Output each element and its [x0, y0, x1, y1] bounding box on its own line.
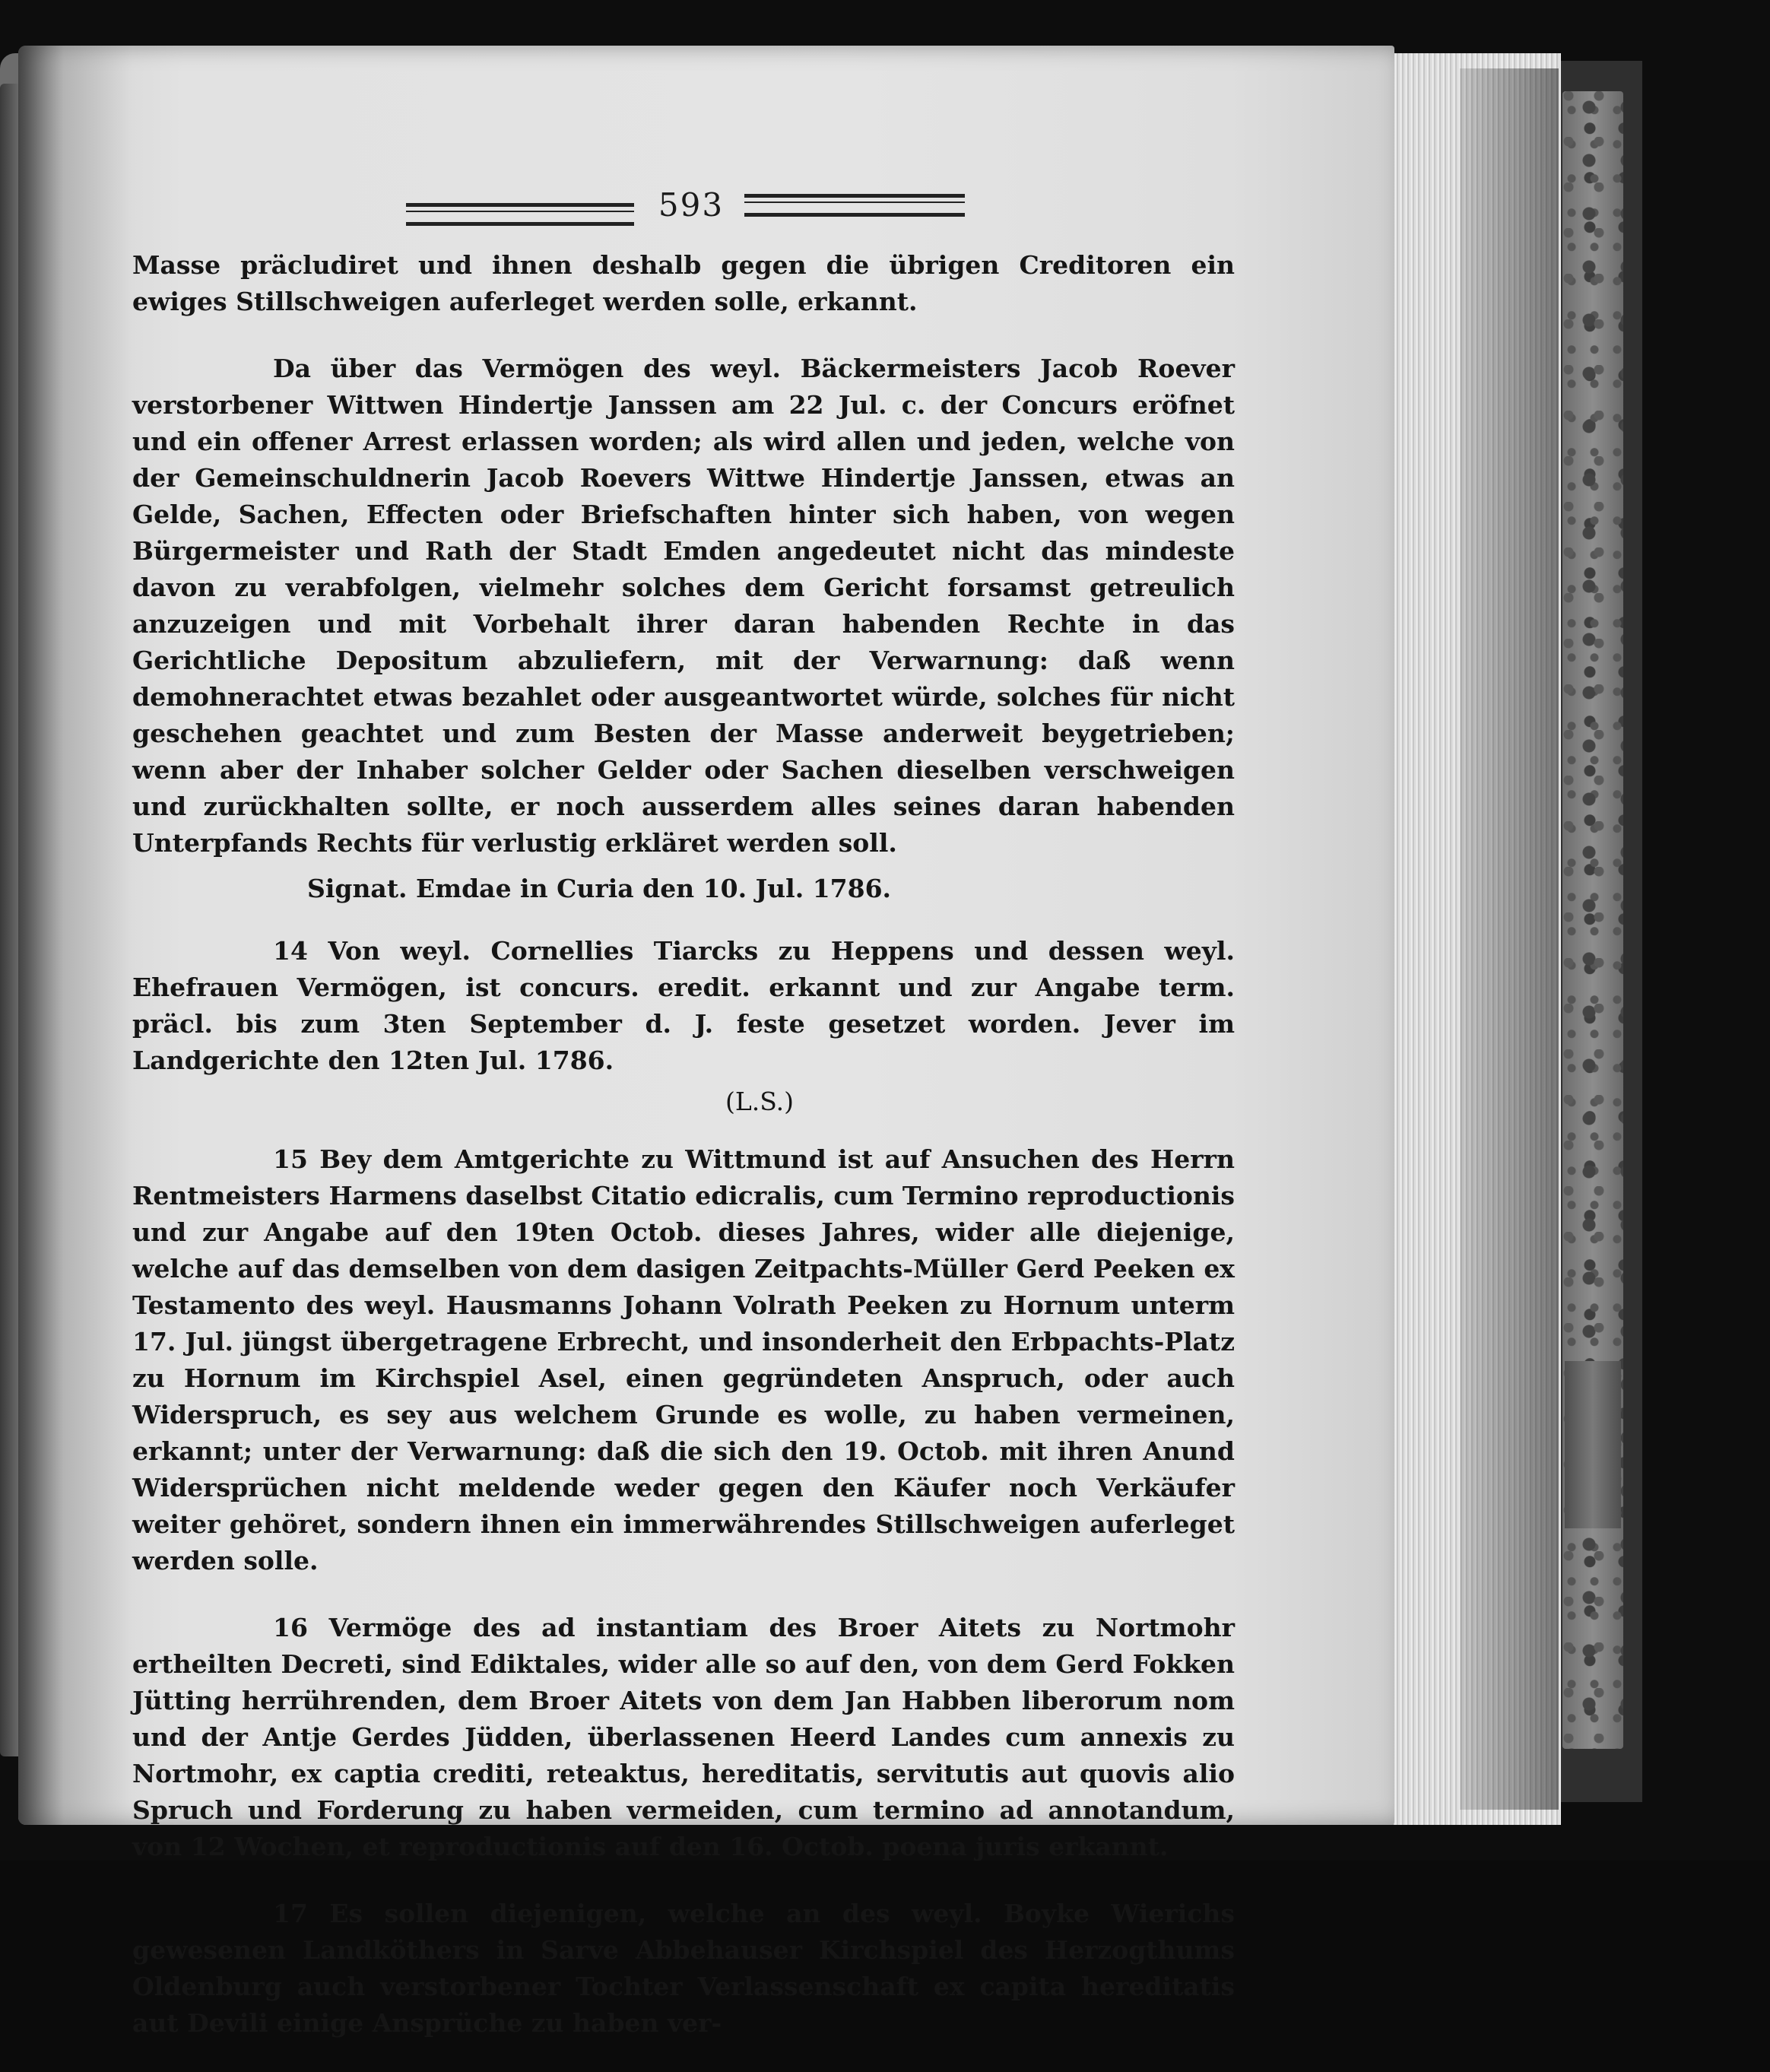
- paragraph-14: 14 Von weyl. Cornellies Tiarcks zu Heppens und dessen weyl. Ehefrauen Vermögen, ist concurs. eredit. erkannt und zur Angabe term. präcl. bis zum 3ten September d. J. feste gesetzet worden. Jever im Landgerichte den 12ten Jul. 1786.: [132, 936, 1235, 1075]
- page-header: [18, 186, 1394, 232]
- page-gutter-shadow: [18, 46, 132, 1825]
- signature-line: Signat. Emdae in Curia den 10. Jul. 1786.: [307, 874, 892, 903]
- paragraph-15: 15 Bey dem Amtgerichte zu Wittmund ist auf Ansuchen des Herrn Rentmeisters Harmens daselbst Citatio edicralis, cum Termino reproductionis und zur Angabe auf den 19ten Octob. dieses Jahres, wider alle diejenige, welche auf das demselben von dem dasigen Zeitpachts-Müller Gerd Peeken ex Testamento des weyl. Hausmanns Johann Volrath Peeken zu Hornum unterm 17. Jul. jüngst übergetragene Erbrecht, und insonderheit den Erbpachts-Platz zu Hornum im Kirchspiel Asel, einen gegründeten Anspruch, oder auch Widerspruch, es sey aus welchem Grunde es wolle, zu haben vermeinen, erkannt; unter der Verwarnung: daß die sich den 19. Octob. mit ihren Anund Widersprüchen nicht meldende weder gegen den Käufer noch Verkäufer weiter gehöret, sondern ihnen ein immerwährendes Stillschweigen auferleget werden solle.: [132, 1144, 1235, 1575]
- seal-mark: (L.S.): [725, 1087, 795, 1116]
- page-number: 593: [658, 186, 725, 224]
- header-rule-right: [744, 194, 965, 217]
- header-rule-left: [406, 203, 634, 226]
- paragraph-17: 17 Es sollen diejenigen, welche an des weyl. Boyke Wierichs gewesenen Landköthers in Sarve Abbehauser Kirchspiel des Herzogthums Oldenburg auch verstorbener Tochter Verlassenschaft ex capita hereditatis aut Devili einige Ansprüche zu haben ver-: [132, 1899, 1235, 2038]
- page-body: [132, 247, 1235, 2072]
- page-edges-shadow: [1460, 68, 1559, 1810]
- paragraph-continuation: Masse präcludiret und ihnen deshalb gegen die übrigen Creditoren ein ewiges Stillschweigen auferleget werden solle, erkannt.: [132, 250, 1235, 316]
- book-page: [18, 46, 1394, 2038]
- spine-band: [1565, 1361, 1621, 1528]
- paragraph-emden-notice: Da über das Vermögen des weyl. Bäckermeisters Jacob Roever verstorbener Wittwen Hindertje Janssen am 22 Jul. c. der Concurs eröfnet und ein offener Arrest erlassen worden; als wird allen und jeden, welche von der Gemeinschuldnerin Jacob Roevers Wittwe Hindertje Janssen, etwas an Gelde, Sachen, Effecten oder Briefschaften hinter sich haben, von wegen Bürgermeister und Rath der Stadt Emden angedeutet nicht das mindeste davon zu verabfolgen, vielmehr solches dem Gericht forsamst getreulich anzuzeigen und mit Vorbehalt ihrer daran habenden Rechte in das Gerichtliche Depositum abzuliefern, mit der Verwarnung: daß wenn demohnerachtet etwas bezahlet oder ausgeantwortet würde, solches für nicht geschehen geachtet und zum Besten der Masse anderweit beygetrieben; wenn aber der Inhaber solcher Gelder oder Sachen dieselben verschweigen und zurückhalten sollte, er noch ausserdem alles seines daran habenden Unterpfands Rechts für verlustig erkläret werden soll.: [132, 354, 1235, 858]
- paragraph-16: 16 Vermöge des ad instantiam des Broer Aitets zu Nortmohr ertheilten Decreti, sind Ediktales, wider alle so auf den, von dem Gerd Fokken Jütting herrührenden, dem Broer Aitets von dem Jan Habben liberorum nom und der Antje Gerdes Jüdden, überlassenen Heerd Landes cum annexis zu Nortmohr, ex captia crediti, reteaktus, hereditatis, servitutis aut quovis alio Spruch und Forderung zu haben vermeiden, cum termino ad annotandum, von 12 Wochen, et reproductionis auf den 16. Octob. poena juris erkannt.: [132, 1613, 1235, 1861]
